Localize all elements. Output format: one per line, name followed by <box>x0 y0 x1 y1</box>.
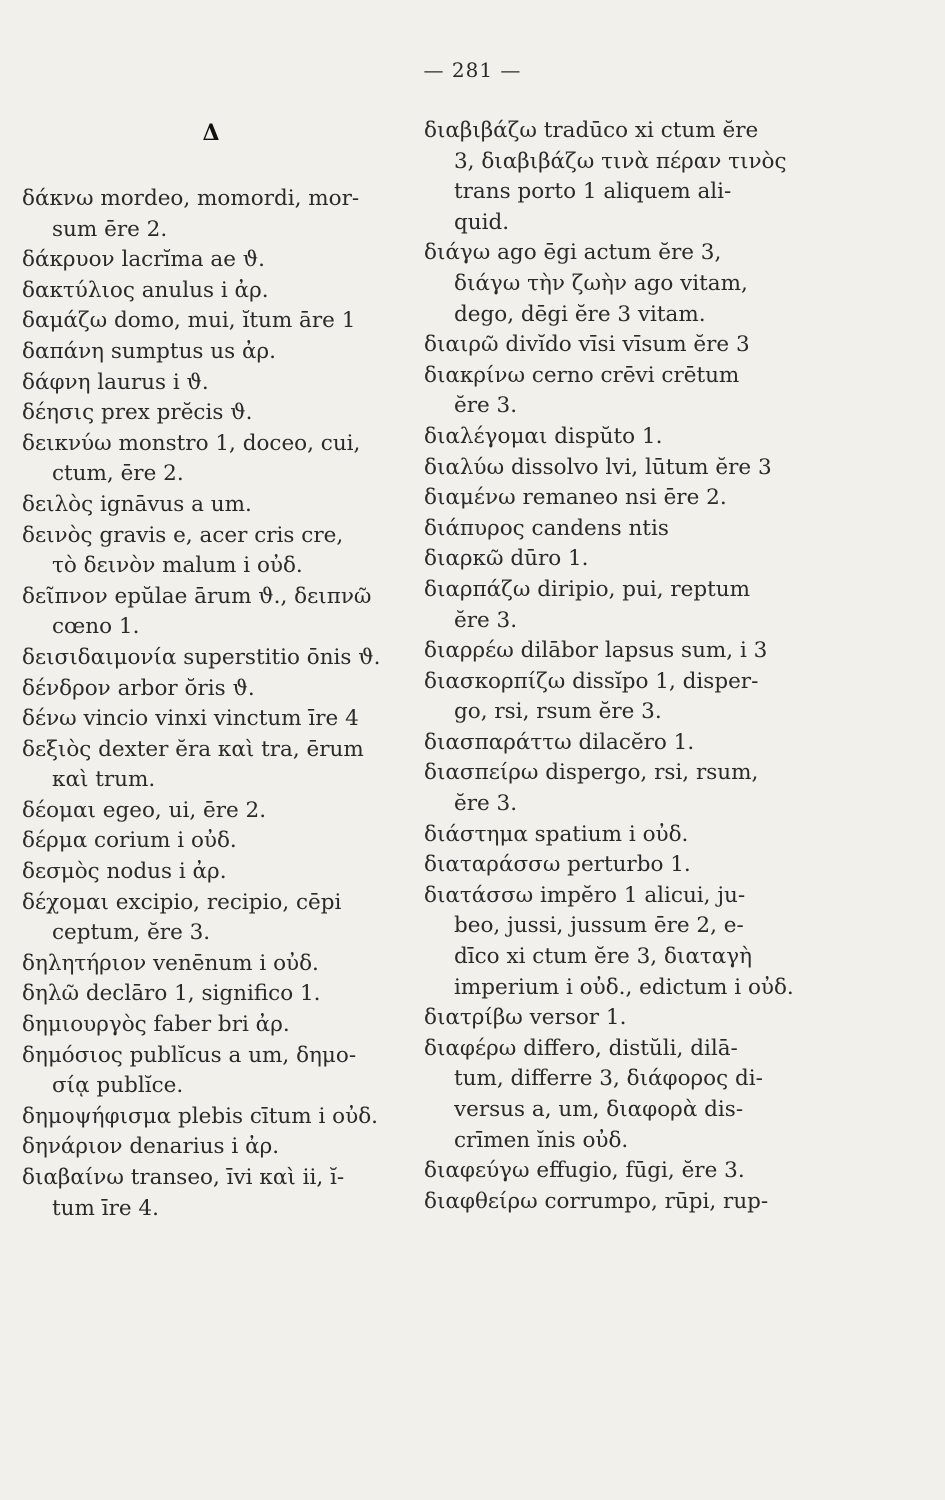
dictionary-line: δέησις prex prĕcis ϑ. <box>22 400 253 426</box>
dictionary-line: διάπυρος candens ntis <box>424 515 669 541</box>
dictionary-line: trans porto 1 aliquem ali- <box>454 179 732 205</box>
dictionary-line: σίᾳ publĭce. <box>52 1073 184 1099</box>
dictionary-line: διαβιβάζω tradūco xi ctum ĕre <box>424 118 759 143</box>
dictionary-line: τὸ δεινὸν malum i οὐδ. <box>52 553 303 579</box>
dictionary-line: δηλητήριον venēnum i οὐδ. <box>22 950 319 976</box>
dictionary-line: δεισιδαιμονία superstitio ōnis ϑ. <box>22 644 381 670</box>
dictionary-line: καὶ trum. <box>52 767 156 793</box>
dictionary-line: διάστημα spatium i οὐδ. <box>424 821 689 847</box>
dictionary-line: quid. <box>454 209 510 235</box>
dictionary-line: δημιουργὸς faber bri ἀρ. <box>22 1012 290 1038</box>
dictionary-line: διαιρῶ divĭdo vīsi vīsum ĕre 3 <box>424 332 750 358</box>
dictionary-line: διαφέρω differo, distŭli, dilā- <box>424 1035 738 1061</box>
dictionary-line: δάκρυον lacrĭma ae ϑ. <box>22 247 265 273</box>
dictionary-line: δένδρον arbor ŏris ϑ. <box>22 675 255 701</box>
dictionary-line: διαρκῶ dūro 1. <box>424 546 589 572</box>
dictionary-line: crīmen ĭnis οὐδ. <box>454 1127 629 1153</box>
dictionary-line: ceptum, ĕre 3. <box>52 920 211 946</box>
dictionary-line: διασπαράττω dilacĕro 1. <box>424 729 695 755</box>
dictionary-line: go, rsi, rsum ĕre 3. <box>454 699 662 725</box>
dictionary-line: δακτύλιος anulus i ἀρ. <box>22 277 269 303</box>
dictionary-line: δημόσιος publĭcus a um, δημο- <box>22 1042 357 1068</box>
dictionary-line: δηλῶ declāro 1, significo 1. <box>22 981 321 1007</box>
dictionary-line: tum, differre 3, διάφορος di- <box>454 1066 763 1092</box>
dictionary-line: διαρπάζω diripio, pui, reptum <box>424 576 751 602</box>
dictionary-line: tum īre 4. <box>52 1195 159 1221</box>
dictionary-line: δάφνη laurus i ϑ. <box>22 369 209 395</box>
dictionary-line: διακρίνω cerno crēvi crētum <box>424 362 740 388</box>
dictionary-line: διάγω τὴν ζωὴν ago vitam, <box>454 270 748 296</box>
dictionary-line: δεῖπνον epŭlae ārum ϑ., δειπνῶ <box>22 583 372 609</box>
dictionary-line: δειλὸς ignāvus a um. <box>22 491 252 517</box>
dictionary-line: διαβαίνω transeo, īvi καὶ ii, ĭ- <box>22 1165 345 1190</box>
dictionary-line: δένω vincio vinxi vinctum īre 4 <box>22 706 359 732</box>
right-column <box>424 116 824 1217</box>
dictionary-line: ĕre 3. <box>454 607 518 633</box>
dictionary-line: δαπάνη sumptus us ἀρ. <box>22 338 276 364</box>
dictionary-line: διάγω ago ēgi actum ĕre 3, <box>424 240 722 266</box>
dictionary-line: διαμένω remaneo nsi ēre 2. <box>424 485 727 511</box>
dictionary-line: cœno 1. <box>52 614 140 640</box>
dictionary-line: δέχομαι excipio, recipio, cēpi <box>22 889 342 915</box>
dictionary-line: διασκορπίζω dissĭpo 1, disper- <box>424 668 759 694</box>
dictionary-line: διατρίβω versor 1. <box>424 1005 627 1031</box>
dictionary-line: versus a, um, διαφορὰ dis- <box>454 1097 744 1122</box>
dictionary-line: ĕre 3. <box>454 393 518 419</box>
dictionary-line: διαφθείρω corrumpo, rūpi, rup- <box>424 1188 769 1214</box>
section-letter: Δ <box>202 120 220 146</box>
dictionary-line: δηνάριον denarius i ἀρ. <box>22 1134 280 1160</box>
dictionary-line: διαφεύγω effugio, fūgi, ĕre 3. <box>424 1158 745 1184</box>
dictionary-line: διαταράσσω perturbo 1. <box>424 852 691 878</box>
dictionary-line: sum ēre 2. <box>52 216 168 242</box>
dictionary-line: διασπείρω dispergo, rsi, rsum, <box>424 760 759 786</box>
dictionary-line: δαμάζω domo, mui, ĭtum āre 1 <box>22 308 356 334</box>
page-number: — 281 — <box>423 58 522 82</box>
dictionary-line: διαλύω dissolvo lvi, lūtum ĕre 3 <box>424 454 772 480</box>
dictionary-line: δεικνύω monstro 1, doceo, cui, <box>22 430 361 456</box>
dictionary-line: δεινὸς gravis e, acer cris cre, <box>22 522 344 548</box>
dictionary-line: dego, dēgi ĕre 3 vitam. <box>454 301 706 327</box>
dictionary-line: δάκνω mordeo, momordi, mor- <box>22 186 360 211</box>
dictionary-line: δέρμα corium i οὐδ. <box>22 828 237 854</box>
dictionary-line: beo, jussi, jussum ēre 2, e- <box>454 913 744 939</box>
dictionary-line: δεσμὸς nodus i ἀρ. <box>22 859 227 885</box>
dictionary-line: ĕre 3. <box>454 791 518 817</box>
left-column <box>22 184 407 1224</box>
dictionary-line: ctum, ēre 2. <box>52 461 184 487</box>
dictionary-line: 3, διαβιβάζω τινὰ πέραν τινὸς <box>454 148 787 174</box>
dictionary-line: διατάσσω impĕro 1 alicui, ju- <box>424 882 746 908</box>
dictionary-line: imperium i οὐδ., edictum i οὐδ. <box>454 974 794 1000</box>
dictionary-line: δημοψήφισμα plebis cītum i οὐδ. <box>22 1103 378 1129</box>
dictionary-line: δέομαι egeo, ui, ēre 2. <box>22 797 267 823</box>
dictionary-line: διαρρέω dilābor lapsus sum, i 3 <box>424 638 768 664</box>
dictionary-line: διαλέγομαι dispŭto 1. <box>424 423 663 449</box>
dictionary-line: δεξιὸς dexter ĕra καὶ tra, ērum <box>22 736 364 762</box>
dictionary-line: dīco xi ctum ĕre 3, διαταγὴ <box>454 944 752 970</box>
